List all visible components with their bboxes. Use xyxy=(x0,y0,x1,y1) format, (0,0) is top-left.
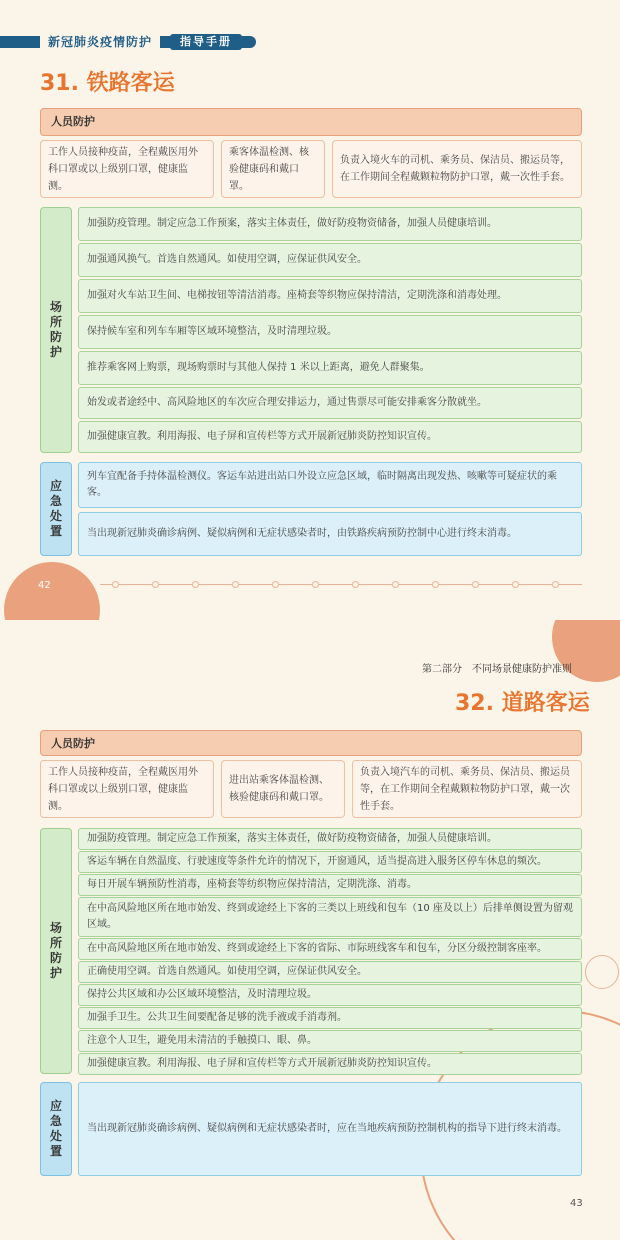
venue-item: 加强防疫管理。制定应急工作预案，落实主体责任，做好防疫物资储备，加强人员健康培训。 xyxy=(78,207,582,241)
people-item: 负责入境汽车的司机、乘务员、保洁员、搬运员等，在工作期间全程戴颗粒物防护口罩，戴一次性手套。 xyxy=(352,760,582,818)
people-item: 进出站乘客体温检测、核验健康码和戴口罩。 xyxy=(221,760,345,818)
venue-item: 加强防疫管理。制定应急工作预案，落实主体责任，做好防疫物资储备，加强人员健康培训。 xyxy=(78,828,582,850)
venue-protection-label: 场所防护 xyxy=(40,828,72,1074)
divider-dot xyxy=(112,581,119,588)
decorative-circle xyxy=(4,562,100,620)
part-label: 第二部分 不同场景健康防护准则 xyxy=(422,664,572,675)
emergency-label: 应急处置 xyxy=(40,462,72,556)
venue-item: 在中高风险地区所在地市始发、终到或途经上下客的省际、市际班线客车和包车，分区分级控制客座率。 xyxy=(78,938,582,960)
emergency-item: 列车宜配备手持体温检测仪。客运车站进出站口外设立应急区域，临时隔离出现发热、咳嗽等可疑症状的乘客。 xyxy=(78,462,582,508)
venue-item: 加强手卫生。公共卫生间要配备足够的洗手液或手消毒剂。 xyxy=(78,1007,582,1029)
venue-item: 客运车辆在自然温度、行驶速度等条件允许的情况下，开窗通风，适当提高进入服务区停车休息的频次。 xyxy=(78,851,582,873)
page-43 xyxy=(0,620,620,1240)
venue-item: 保持候车室和列车车厢等区域环境整洁，及时清理垃圾。 xyxy=(78,315,582,349)
venue-item: 每日开展车辆预防性消毒，座椅套等纺织物应保持清洁，定期洗涤、消毒。 xyxy=(78,874,582,896)
people-item: 工作人员接种疫苗，全程戴医用外科口罩或以上级别口罩，健康监测。 xyxy=(40,760,214,818)
divider-dot xyxy=(152,581,159,588)
dotted-divider xyxy=(100,584,582,585)
people-item: 乘客体温检测、核验健康码和戴口罩。 xyxy=(221,140,325,198)
emergency-label: 应急处置 xyxy=(40,1082,72,1176)
page-number: 42 xyxy=(38,580,51,591)
venue-item: 加强通风换气。首选自然通风。如使用空调，应保证供风安全。 xyxy=(78,243,582,277)
divider-dot xyxy=(352,581,359,588)
divider-dot xyxy=(232,581,239,588)
divider-dot xyxy=(472,581,479,588)
venue-item: 加强对火车站卫生间、电梯按钮等清洁消毒。座椅套等织物应保持清洁，定期洗涤和消毒处理。 xyxy=(78,279,582,313)
page-number: 43 xyxy=(570,1198,583,1209)
divider-dot xyxy=(432,581,439,588)
venue-item: 始发或者途经中、高风险地区的车次应合理安排运力，通过售票尽可能安排乘客分散就坐。 xyxy=(78,387,582,419)
venue-item: 注意个人卫生，避免用未清洁的手触摸口、眼、鼻。 xyxy=(78,1030,582,1052)
divider-dot xyxy=(312,581,319,588)
divider-dot xyxy=(272,581,279,588)
venue-item: 保持公共区域和办公区域环境整洁，及时清理垃圾。 xyxy=(78,984,582,1006)
section-title: 32. 道路客运 xyxy=(455,691,590,716)
people-item: 负责入境火车的司机、乘务员、保洁员、搬运员等，在工作期间全程戴颗粒物防护口罩，戴一次性手套。 xyxy=(332,140,582,198)
decorative-ring xyxy=(585,955,619,989)
venue-item: 正确使用空调。首选自然通风。如使用空调，应保证供风安全。 xyxy=(78,961,582,983)
emergency-item: 当出现新冠肺炎确诊病例、疑似病例和无症状感染者时，由铁路疾病预防控制中心进行终末消毒。 xyxy=(78,512,582,556)
handbook-tag: 指导手册 xyxy=(170,34,242,50)
venue-item: 加强健康宣教。利用海报、电子屏和宣传栏等方式开展新冠肺炎防控知识宣传。 xyxy=(78,421,582,453)
venue-protection-label: 场所防护 xyxy=(40,207,72,453)
people-protection-header: 人员防护 xyxy=(40,730,582,756)
people-protection-header: 人员防护 xyxy=(40,108,582,136)
divider-dot xyxy=(552,581,559,588)
divider-dot xyxy=(192,581,199,588)
divider-dot xyxy=(512,581,519,588)
divider-dot xyxy=(392,581,399,588)
venue-item: 在中高风险地区所在地市始发、终到或途经上下客的三类以上班线和包车（10 座及以上）后排单侧设置为留观区域。 xyxy=(78,897,582,937)
venue-item: 加强健康宣教。利用海报、电子屏和宣传栏等方式开展新冠肺炎防控知识宣传。 xyxy=(78,1053,582,1075)
emergency-item: 当出现新冠肺炎确诊病例、疑似病例和无症状感染者时，应在当地疾病预防控制机构的指导下进行终末消毒。 xyxy=(78,1082,582,1176)
section-title: 31. 铁路客运 xyxy=(40,71,175,96)
handbook-title: 新冠肺炎疫情防护 xyxy=(40,33,160,51)
people-item: 工作人员接种疫苗，全程戴医用外科口罩或以上级别口罩，健康监测。 xyxy=(40,140,214,198)
venue-item: 推荐乘客网上购票，现场购票时与其他人保持 1 米以上距离，避免人群聚集。 xyxy=(78,351,582,385)
